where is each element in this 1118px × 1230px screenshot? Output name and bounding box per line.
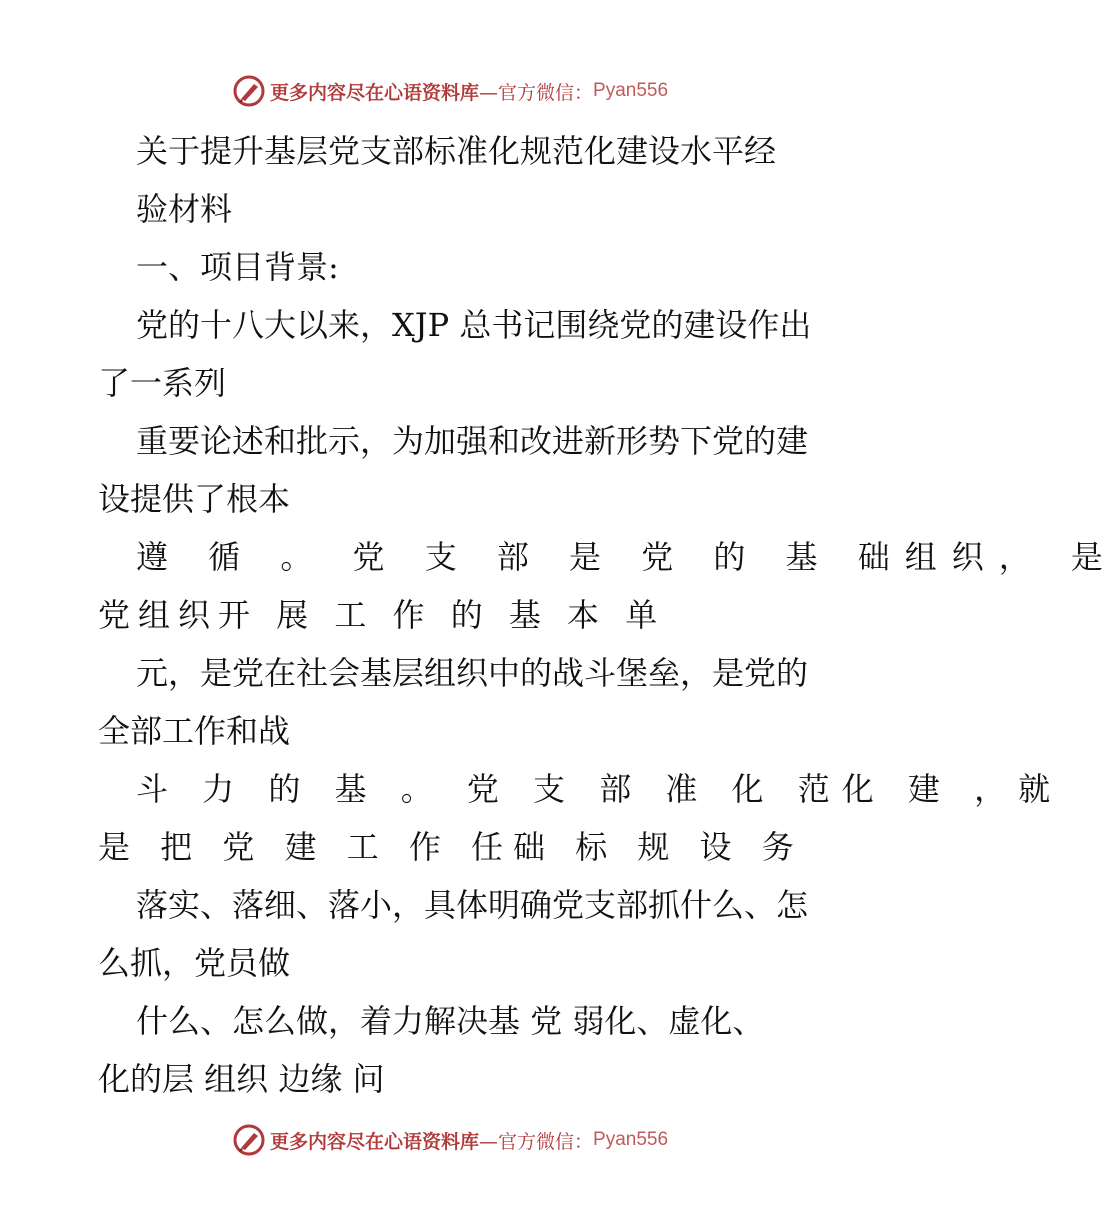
watermark-id: Pyan556 [593, 80, 669, 101]
paragraph-line: 什么、怎么做，着力解决基 党 弱化、虚化、 [136, 1002, 765, 1040]
watermark-id: Pyan556 [593, 1129, 669, 1150]
paragraph-line: 斗 力 的 基 。 党 支 部 准 化 范化 建 ，就 [136, 770, 1063, 808]
watermark-brand: 更多内容尽在心语资料库 [270, 81, 480, 104]
paragraph-line: 遵 循 。 党 支 部 是 党 的 基 础组织， 是 [136, 538, 1118, 576]
paragraph-line: 是 把 党 建 工 作 任础 标 规 设 务 [98, 828, 804, 866]
section-heading: 一、项目背景: [136, 248, 339, 286]
watermark-official: —官方微信： [479, 1130, 594, 1153]
document-title-line-1: 关于提升基层党支部标准化规范化建设水平经 [136, 132, 777, 170]
pen-logo-icon [232, 1123, 266, 1157]
paragraph-line: 化的层 组织 边缘 问 [98, 1060, 385, 1098]
paragraph-line: 元，是党在社会基层组织中的战斗堡垒，是党的 [136, 654, 809, 692]
paragraph-line: 党的十八大以来，XJP 总书记围绕党的建设作出 [136, 306, 812, 344]
watermark-official: —官方微信： [479, 81, 594, 104]
footer-watermark [232, 1120, 668, 1160]
paragraph-line: 么抓，党员做 [98, 944, 291, 982]
paragraph-line: 全部工作和战 [98, 712, 291, 750]
watermark-brand: 更多内容尽在心语资料库 [270, 1130, 480, 1153]
document-body [98, 122, 1118, 1108]
document-title-line-2: 验材料 [136, 190, 233, 228]
paragraph-line: 落实、落细、落小，具体明确党支部抓什么、怎 [136, 886, 809, 924]
header-watermark [232, 71, 668, 111]
pen-logo-icon [232, 74, 266, 108]
paragraph-line: 党组织开 展 工 作 的 基 本 单 [98, 596, 666, 634]
paragraph-line: 了一系列 [98, 364, 227, 402]
paragraph-line: 重要论述和批示，为加强和改进新形势下党的建 [136, 422, 809, 460]
paragraph-line: 设提供了根本 [98, 480, 291, 518]
